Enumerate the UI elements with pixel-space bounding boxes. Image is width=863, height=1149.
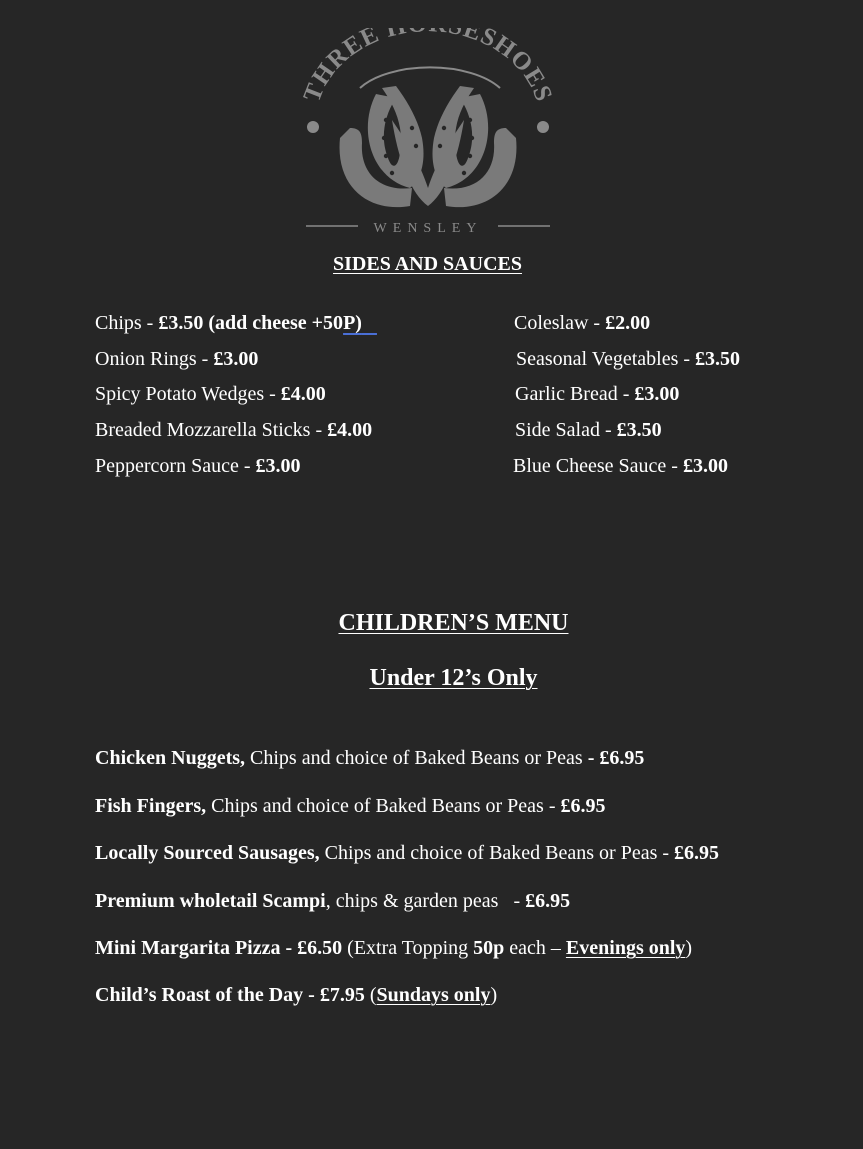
- side-item-potato-wedges: Spicy Potato Wedges - £4.00: [95, 383, 326, 405]
- kids-item-pizza: Mini Margarita Pizza - £6.50 (Extra Topping 50p each – Evenings only): [95, 937, 693, 959]
- side-item-blue-cheese-sauce: Blue Cheese Sauce - £3.00: [513, 455, 728, 477]
- kids-item-fish-fingers: Fish Fingers, Chips and choice of Baked Beans or Peas - £6.95: [95, 795, 606, 817]
- childrens-menu-subtitle: Under 12’s Only: [369, 665, 538, 691]
- childrens-menu-title: CHILDREN’S MENU: [338, 610, 569, 636]
- logo-place-text: WENSLEY: [373, 221, 483, 236]
- side-item-chips: Chips - £3.50 (add cheese +50P): [95, 312, 362, 334]
- kids-item-scampi: Premium wholetail Scampi, chips & garden peas - £6.95: [95, 890, 571, 912]
- side-item-garlic-bread: Garlic Bread - £3.00: [515, 383, 680, 405]
- side-item-onion-rings: Onion Rings - £3.00: [95, 348, 259, 370]
- logo-arc-text: THREE ESHOES: [300, 28, 556, 106]
- horseshoe-icon: [340, 86, 517, 207]
- side-item-side-salad: Side Salad - £3.50: [515, 419, 662, 441]
- side-item-peppercorn-sauce: Peppercorn Sauce - £3.00: [95, 455, 301, 477]
- side-item-mozzarella-sticks: Breaded Mozzarella Sticks - £4.00: [95, 419, 373, 441]
- side-item-coleslaw: Coleslaw - £2.00: [514, 312, 651, 334]
- kids-item-chicken-nuggets: Chicken Nuggets, Chips and choice of Baked Beans or Peas - £6.95: [95, 747, 645, 769]
- kids-item-sausages: Locally Sourced Sausages, Chips and choice of Baked Beans or Peas - £6.95: [95, 842, 720, 864]
- horseshoes-logo-graphic: [300, 28, 556, 240]
- logo-dot-left: [307, 121, 319, 133]
- side-item-seasonal-vegetables: Seasonal Vegetables - £3.50: [516, 348, 741, 370]
- logo-dot-right: [537, 121, 549, 133]
- logo-arc-line: [360, 67, 500, 88]
- sides-section-title: SIDES AND SAUCES: [333, 253, 522, 275]
- kids-item-roast: Child’s Roast of the Day - £7.95 (Sundays only): [95, 984, 498, 1006]
- three-horseshoes-logo: [300, 28, 556, 240]
